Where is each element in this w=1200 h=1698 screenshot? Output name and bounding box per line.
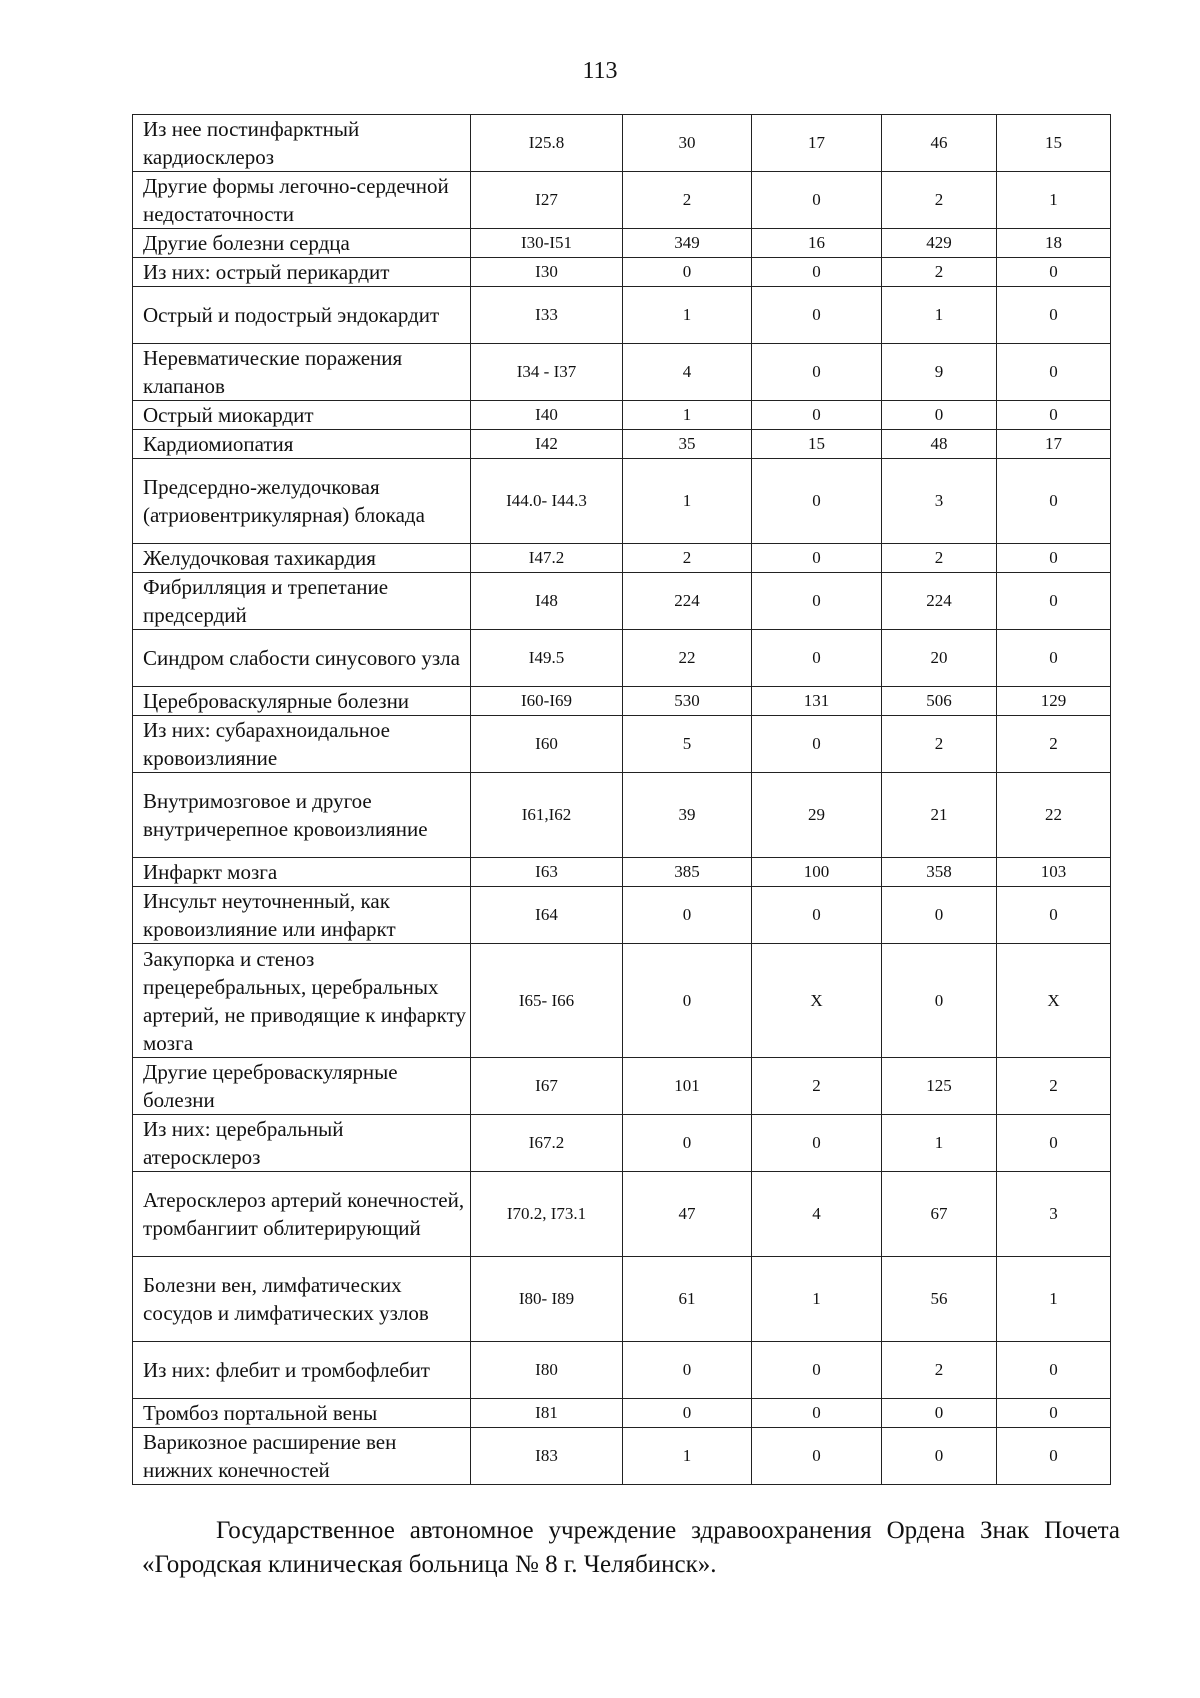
icd-code-cell: I47.2 (471, 544, 623, 573)
value-cell-4: 0 (997, 459, 1111, 544)
value-cell-1: 349 (623, 229, 752, 258)
value-cell-1: 61 (623, 1257, 752, 1342)
value-cell-1: 1 (623, 1428, 752, 1485)
value-cell-2: 0 (752, 716, 882, 773)
value-cell-2: 0 (752, 887, 882, 944)
table-row (133, 344, 1111, 401)
icd-code-cell: I67.2 (471, 1115, 623, 1172)
value-cell-2: 131 (752, 687, 882, 716)
icd-code-cell: I44.0- I44.3 (471, 459, 623, 544)
icd-code-cell: I33 (471, 287, 623, 344)
icd-code-cell: I60-I69 (471, 687, 623, 716)
value-cell-2: 29 (752, 773, 882, 858)
value-cell-4: 0 (997, 287, 1111, 344)
value-cell-3: 506 (882, 687, 997, 716)
value-cell-2: 1 (752, 1257, 882, 1342)
disease-name-cell: Из них: флебит и тромбофлебит (133, 1342, 471, 1399)
value-cell-1: 35 (623, 430, 752, 459)
value-cell-2: 0 (752, 1428, 882, 1485)
value-cell-3: 3 (882, 459, 997, 544)
icd-code-cell: I49.5 (471, 630, 623, 687)
disease-name-cell: Инфаркт мозга (133, 858, 471, 887)
disease-statistics-table (132, 114, 1111, 1485)
value-cell-4: 17 (997, 430, 1111, 459)
icd-code-cell: I48 (471, 573, 623, 630)
table-row (133, 630, 1111, 687)
value-cell-4: 0 (997, 630, 1111, 687)
icd-code-cell: I81 (471, 1399, 623, 1428)
table-row (133, 115, 1111, 172)
table-row (133, 172, 1111, 229)
value-cell-4: 0 (997, 1399, 1111, 1428)
value-cell-1: 5 (623, 716, 752, 773)
value-cell-2: 2 (752, 1058, 882, 1115)
icd-code-cell: I27 (471, 172, 623, 229)
disease-name-cell: Инсульт неуточненный, как кровоизлияние или инфаркт (133, 887, 471, 944)
value-cell-4: 1 (997, 1257, 1111, 1342)
value-cell-2: 0 (752, 459, 882, 544)
value-cell-1: 0 (623, 1342, 752, 1399)
value-cell-1: 224 (623, 573, 752, 630)
disease-name-cell: Другие цереброваскулярные болезни (133, 1058, 471, 1115)
icd-code-cell: I70.2, I73.1 (471, 1172, 623, 1257)
icd-code-cell: I40 (471, 401, 623, 430)
value-cell-2: X (752, 944, 882, 1058)
table-row (133, 1342, 1111, 1399)
disease-name-cell: Из них: церебральный атеросклероз (133, 1115, 471, 1172)
icd-code-cell: I80 (471, 1342, 623, 1399)
value-cell-3: 2 (882, 544, 997, 573)
disease-name-cell: Закупорка и стеноз прецеребральных, церебральных артерий, не приводящие к инфаркту мозга (133, 944, 471, 1058)
disease-name-cell: Острый и подострый эндокардит (133, 287, 471, 344)
table-row (133, 687, 1111, 716)
disease-name-cell: Внутримозговое и другое внутричерепное кровоизлияние (133, 773, 471, 858)
value-cell-1: 4 (623, 344, 752, 401)
value-cell-4: 0 (997, 401, 1111, 430)
value-cell-1: 1 (623, 401, 752, 430)
value-cell-2: 16 (752, 229, 882, 258)
value-cell-3: 48 (882, 430, 997, 459)
value-cell-2: 100 (752, 858, 882, 887)
value-cell-2: 15 (752, 430, 882, 459)
icd-code-cell: I80- I89 (471, 1257, 623, 1342)
icd-code-cell: I63 (471, 858, 623, 887)
value-cell-3: 2 (882, 1342, 997, 1399)
value-cell-4: 129 (997, 687, 1111, 716)
disease-name-cell: Болезни вен, лимфатических сосудов и лимфатических узлов (133, 1257, 471, 1342)
disease-name-cell: Тромбоз портальной вены (133, 1399, 471, 1428)
value-cell-2: 0 (752, 630, 882, 687)
table-row (133, 1058, 1111, 1115)
icd-code-cell: I30-I51 (471, 229, 623, 258)
value-cell-2: 0 (752, 287, 882, 344)
value-cell-4: 103 (997, 858, 1111, 887)
icd-code-cell: I25.8 (471, 115, 623, 172)
value-cell-3: 1 (882, 287, 997, 344)
value-cell-3: 46 (882, 115, 997, 172)
value-cell-4: 0 (997, 544, 1111, 573)
value-cell-1: 0 (623, 1115, 752, 1172)
value-cell-3: 21 (882, 773, 997, 858)
table-row (133, 1428, 1111, 1485)
icd-code-cell: I61,I62 (471, 773, 623, 858)
value-cell-4: 22 (997, 773, 1111, 858)
disease-name-cell: Варикозное расширение вен нижних конечностей (133, 1428, 471, 1485)
value-cell-1: 1 (623, 287, 752, 344)
value-cell-4: 2 (997, 1058, 1111, 1115)
table-row (133, 401, 1111, 430)
disease-name-cell: Другие формы легочно-сердечной недостаточности (133, 172, 471, 229)
value-cell-4: 15 (997, 115, 1111, 172)
value-cell-3: 20 (882, 630, 997, 687)
value-cell-3: 67 (882, 1172, 997, 1257)
value-cell-3: 125 (882, 1058, 997, 1115)
value-cell-2: 17 (752, 115, 882, 172)
value-cell-2: 0 (752, 172, 882, 229)
value-cell-4: 0 (997, 887, 1111, 944)
icd-code-cell: I65- I66 (471, 944, 623, 1058)
value-cell-2: 0 (752, 1399, 882, 1428)
disease-name-cell: Желудочковая тахикардия (133, 544, 471, 573)
value-cell-3: 0 (882, 887, 997, 944)
table-row (133, 229, 1111, 258)
value-cell-1: 101 (623, 1058, 752, 1115)
icd-code-cell: I60 (471, 716, 623, 773)
value-cell-3: 429 (882, 229, 997, 258)
icd-code-cell: I64 (471, 887, 623, 944)
table-row (133, 459, 1111, 544)
value-cell-1: 0 (623, 1399, 752, 1428)
icd-code-cell: I83 (471, 1428, 623, 1485)
value-cell-3: 0 (882, 1428, 997, 1485)
value-cell-1: 47 (623, 1172, 752, 1257)
value-cell-1: 385 (623, 858, 752, 887)
value-cell-2: 4 (752, 1172, 882, 1257)
value-cell-3: 0 (882, 944, 997, 1058)
icd-code-cell: I42 (471, 430, 623, 459)
disease-name-cell: Неревматические поражения клапанов (133, 344, 471, 401)
table-body (133, 115, 1111, 1485)
value-cell-2: 0 (752, 401, 882, 430)
value-cell-4: 2 (997, 716, 1111, 773)
value-cell-1: 0 (623, 887, 752, 944)
disease-name-cell: Кардиомиопатия (133, 430, 471, 459)
icd-code-cell: I30 (471, 258, 623, 287)
value-cell-2: 0 (752, 344, 882, 401)
disease-name-cell: Синдром слабости синусового узла (133, 630, 471, 687)
table-row (133, 773, 1111, 858)
value-cell-4: 3 (997, 1172, 1111, 1257)
table-row (133, 858, 1111, 887)
value-cell-2: 0 (752, 1342, 882, 1399)
table-row (133, 887, 1111, 944)
value-cell-1: 22 (623, 630, 752, 687)
value-cell-2: 0 (752, 258, 882, 287)
icd-code-cell: I67 (471, 1058, 623, 1115)
value-cell-1: 39 (623, 773, 752, 858)
value-cell-4: 0 (997, 344, 1111, 401)
table-row (133, 1257, 1111, 1342)
disease-name-cell: Острый миокардит (133, 401, 471, 430)
value-cell-4: 0 (997, 1115, 1111, 1172)
value-cell-1: 2 (623, 544, 752, 573)
institution-note: Государственное автономное учреждение здравоохранения Ордена Знак Почета «Городская клиническая больница № 8 г. Челябинск». (142, 1517, 1120, 1578)
value-cell-2: 0 (752, 573, 882, 630)
value-cell-1: 1 (623, 459, 752, 544)
value-cell-3: 2 (882, 258, 997, 287)
value-cell-4: 18 (997, 229, 1111, 258)
value-cell-3: 0 (882, 1399, 997, 1428)
disease-name-cell: Атеросклероз артерий конечностей, тромбангиит облитерирующий (133, 1172, 471, 1257)
value-cell-1: 530 (623, 687, 752, 716)
disease-name-cell: Из них: острый перикардит (133, 258, 471, 287)
value-cell-4: 0 (997, 573, 1111, 630)
value-cell-1: 0 (623, 258, 752, 287)
value-cell-3: 0 (882, 401, 997, 430)
table-row (133, 716, 1111, 773)
value-cell-4: X (997, 944, 1111, 1058)
page-number: 113 (582, 58, 618, 84)
disease-name-cell: Из них: субарахноидальное кровоизлияние (133, 716, 471, 773)
value-cell-3: 2 (882, 172, 997, 229)
disease-name-cell: Предсердно-желудочковая (атриовентрикулярная) блокада (133, 459, 471, 544)
table-row (133, 944, 1111, 1058)
table-row (133, 1172, 1111, 1257)
table-row (133, 287, 1111, 344)
value-cell-3: 224 (882, 573, 997, 630)
value-cell-1: 30 (623, 115, 752, 172)
value-cell-3: 1 (882, 1115, 997, 1172)
table-row (133, 1115, 1111, 1172)
value-cell-4: 0 (997, 1428, 1111, 1485)
value-cell-2: 0 (752, 1115, 882, 1172)
table-row (133, 430, 1111, 459)
value-cell-1: 2 (623, 172, 752, 229)
icd-code-cell: I34 - I37 (471, 344, 623, 401)
disease-name-cell: Фибрилляция и трепетание предсердий (133, 573, 471, 630)
value-cell-4: 1 (997, 172, 1111, 229)
value-cell-1: 0 (623, 944, 752, 1058)
table-row (133, 573, 1111, 630)
disease-name-cell: Цереброваскулярные болезни (133, 687, 471, 716)
disease-name-cell: Из нее постинфарктный кардиосклероз (133, 115, 471, 172)
value-cell-4: 0 (997, 258, 1111, 287)
value-cell-3: 56 (882, 1257, 997, 1342)
value-cell-3: 358 (882, 858, 997, 887)
value-cell-4: 0 (997, 1342, 1111, 1399)
table-row (133, 1399, 1111, 1428)
value-cell-2: 0 (752, 544, 882, 573)
table-row (133, 544, 1111, 573)
value-cell-3: 2 (882, 716, 997, 773)
value-cell-3: 9 (882, 344, 997, 401)
table-row (133, 258, 1111, 287)
disease-name-cell: Другие болезни сердца (133, 229, 471, 258)
